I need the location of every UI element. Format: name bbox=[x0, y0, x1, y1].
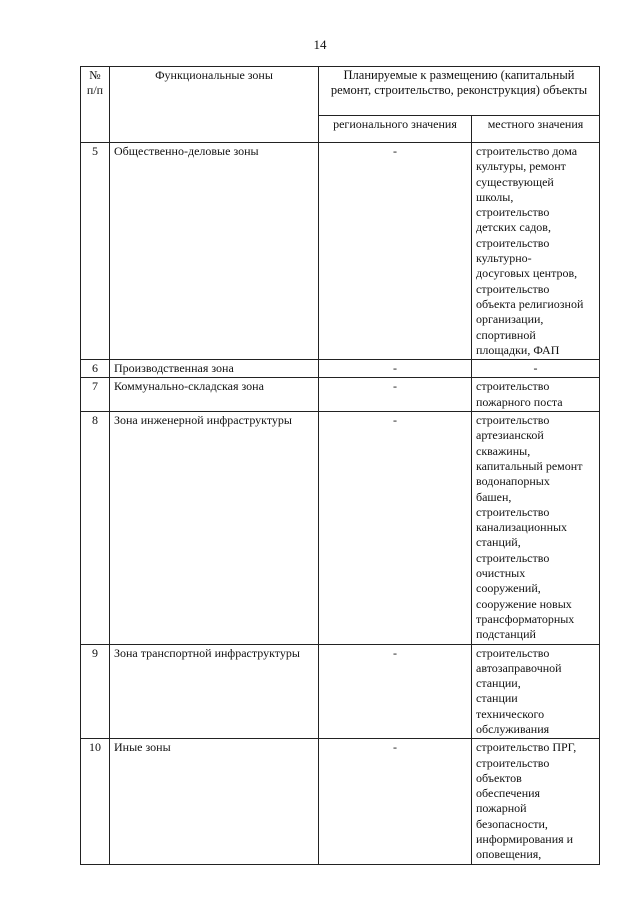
local-objects-line: строительство bbox=[476, 645, 550, 660]
local-objects-line: строительство bbox=[476, 235, 550, 250]
header-objects: Планируемые к размещению (капитальный ремонт, строительство, реконструкция) объекты bbox=[319, 67, 600, 116]
table-row bbox=[81, 143, 600, 360]
zone-name: Коммунально-складская зона bbox=[110, 378, 319, 412]
regional-objects: - bbox=[319, 412, 472, 644]
regional-objects: - bbox=[319, 143, 472, 360]
local-objects-line: сооружений, bbox=[476, 581, 541, 596]
local-objects-line: скважины, bbox=[476, 443, 531, 458]
local-objects bbox=[472, 644, 600, 739]
local-objects-line: культурно- bbox=[476, 251, 532, 266]
local-objects-line: существующей bbox=[476, 174, 554, 189]
row-number: 6 bbox=[81, 360, 110, 378]
local-objects-line: информирования и bbox=[476, 832, 574, 847]
local-objects-line: безопасности, bbox=[476, 816, 548, 831]
local-objects-line: спортивной bbox=[476, 327, 536, 342]
local-objects-line: станции bbox=[476, 691, 518, 706]
row-number: 10 bbox=[81, 739, 110, 864]
table-row bbox=[81, 378, 600, 412]
local-objects bbox=[472, 360, 600, 378]
local-objects-line: станций, bbox=[476, 535, 521, 550]
local-objects-line: детских садов, bbox=[476, 220, 551, 235]
local-objects-line: капитальный ремонт bbox=[476, 458, 583, 473]
table-row bbox=[81, 644, 600, 739]
local-objects-line: оповещения, bbox=[476, 847, 542, 862]
local-objects-line: канализационных bbox=[476, 520, 568, 535]
local-objects bbox=[472, 378, 600, 412]
local-objects-line: станции, bbox=[476, 676, 521, 691]
table-row bbox=[81, 739, 600, 864]
zone-name: Общественно-деловые зоны bbox=[110, 143, 319, 360]
local-objects-line: строительство bbox=[476, 504, 550, 519]
local-objects-line: площадки, ФАП bbox=[476, 342, 560, 357]
local-objects-line: строительство bbox=[476, 550, 550, 565]
local-objects-line: строительство ПРГ, bbox=[476, 740, 577, 755]
zones-table bbox=[80, 66, 600, 865]
local-objects-line: - bbox=[533, 361, 538, 376]
local-objects bbox=[472, 739, 600, 864]
local-objects-line: строительство дома bbox=[476, 144, 578, 158]
local-objects-line: сооружение новых bbox=[476, 596, 572, 611]
local-objects-line: обслуживания bbox=[476, 721, 550, 736]
regional-objects: - bbox=[319, 360, 472, 378]
local-objects-line: строительство bbox=[476, 205, 550, 220]
local-objects-line: объектов bbox=[476, 770, 522, 785]
local-objects-line: обеспечения bbox=[476, 786, 541, 801]
zone-name: Производственная зона bbox=[110, 360, 319, 378]
local-objects bbox=[472, 143, 600, 360]
local-objects-line: трансформаторных bbox=[476, 611, 575, 626]
row-number: 8 bbox=[81, 412, 110, 644]
local-objects-line: строительство bbox=[476, 379, 550, 394]
local-objects-line: строительство bbox=[476, 413, 550, 428]
header-local: местного значения bbox=[472, 116, 600, 143]
local-objects-line: автозаправочной bbox=[476, 660, 562, 675]
zone-name: Зона инженерной инфраструктуры bbox=[110, 412, 319, 644]
regional-objects: - bbox=[319, 378, 472, 412]
table-row bbox=[81, 412, 600, 644]
row-number: 5 bbox=[81, 143, 110, 360]
header-zone: Функциональные зоны bbox=[110, 67, 319, 143]
regional-objects: - bbox=[319, 644, 472, 739]
header-num: № п/п bbox=[81, 67, 110, 143]
local-objects-line: очистных bbox=[476, 566, 526, 581]
local-objects-line: технического bbox=[476, 706, 545, 721]
table-row bbox=[81, 360, 600, 378]
local-objects-line: строительство bbox=[476, 281, 550, 296]
local-objects-line: объекта религиозной bbox=[476, 296, 584, 311]
page-number: 14 bbox=[313, 37, 327, 52]
local-objects-line: школы, bbox=[476, 189, 514, 204]
local-objects-line: строительство bbox=[476, 755, 550, 770]
local-objects-line: культуры, ремонт bbox=[476, 159, 566, 174]
local-objects-line: подстанций bbox=[476, 627, 536, 642]
local-objects-line: досуговых центров, bbox=[476, 266, 578, 281]
local-objects-line: башен, bbox=[476, 489, 512, 504]
local-objects-line: водонапорных bbox=[476, 474, 550, 489]
regional-objects: - bbox=[319, 739, 472, 864]
local-objects-line: организации, bbox=[476, 312, 544, 327]
local-objects-line: пожарной bbox=[476, 801, 527, 816]
local-objects-line: артезианской bbox=[476, 428, 544, 443]
header-regional: регионального значения bbox=[319, 116, 472, 143]
zone-name: Иные зоны bbox=[110, 739, 319, 864]
local-objects-line: пожарного поста bbox=[476, 394, 563, 409]
local-objects bbox=[472, 412, 600, 644]
zone-name: Зона транспортной инфраструктуры bbox=[110, 644, 319, 739]
row-number: 9 bbox=[81, 644, 110, 739]
row-number: 7 bbox=[81, 378, 110, 412]
